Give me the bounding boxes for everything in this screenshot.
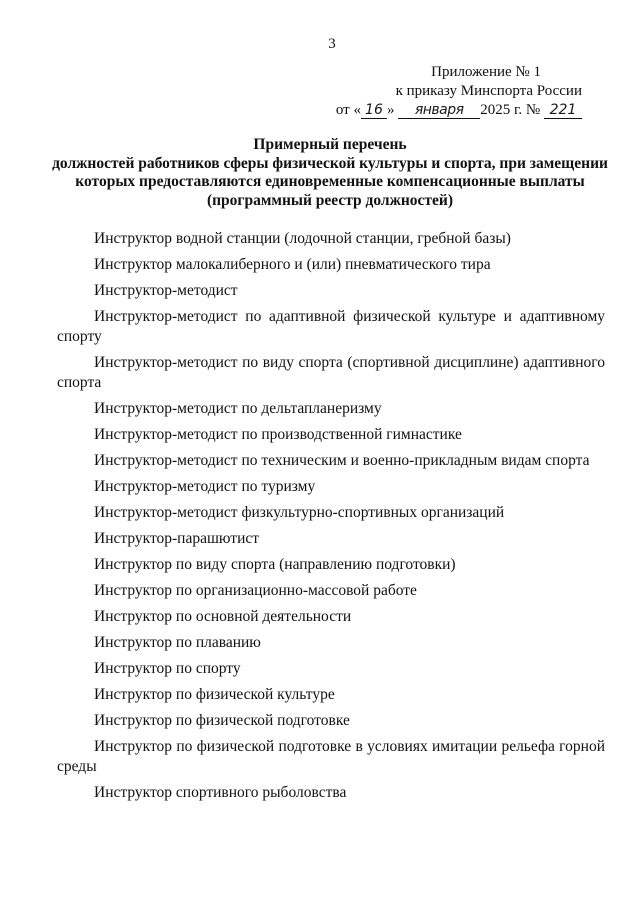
date-quote-close: »: [386, 102, 395, 118]
list-item: Инструктор по физической подготовке в условиях имитации рельефа горной среды: [57, 738, 605, 775]
handwritten-order-number: 221: [544, 102, 582, 119]
appendix-reference: [336, 63, 582, 120]
list-item: Инструктор-методист по техническим и военно-прикладным видам спорта: [94, 452, 590, 469]
list-item: Инструктор по виду спорта (направлению подготовки): [94, 556, 456, 573]
document-heading: [30, 136, 630, 210]
list-item: Инструктор по плаванию: [94, 634, 261, 651]
list-item: Инструктор-парашютист: [94, 530, 260, 547]
list-item: Инструктор по спорту: [94, 660, 241, 677]
handwritten-day: 16: [361, 102, 387, 119]
list-item: Инструктор спортивного рыболовства: [94, 784, 347, 801]
appendix-title: Приложение № 1: [431, 64, 541, 80]
heading-line-3: которых предоставляются единовременные компенсационные выплаты: [75, 173, 585, 190]
list-item: Инструктор-методист по адаптивной физической культуре и адаптивному спорту: [57, 308, 605, 345]
positions-list: [57, 229, 605, 809]
page-number: 3: [328, 36, 336, 52]
list-item: Инструктор малокалиберного и (или) пневматического тира: [94, 256, 491, 273]
list-item: Инструктор водной станции (лодочной станции, гребной базы): [94, 230, 511, 247]
heading-line-1: Примерный перечень: [253, 136, 407, 153]
list-item: Инструктор-методист по дельтапланеризму: [94, 400, 382, 417]
heading-line-4: (программный реестр должностей): [206, 191, 454, 209]
list-item: Инструктор по основной деятельности: [94, 608, 352, 625]
list-item: Инструктор по организационно-массовой работе: [94, 582, 417, 599]
heading-line-2: должностей работников сферы физической культуры и спорта, при замещении: [52, 154, 608, 172]
list-item: Инструктор-методист по виду спорта (спортивной дисциплине) адаптивного спорта: [57, 354, 605, 391]
date-year: 2025 г. №: [480, 102, 541, 118]
list-item: Инструктор-методист по производственной гимнастике: [94, 426, 462, 443]
list-item: Инструктор по физической культуре: [94, 686, 335, 703]
handwritten-month: января: [398, 102, 480, 119]
list-item: Инструктор-методист по туризму: [94, 478, 316, 495]
date-prefix: от «: [335, 102, 361, 118]
list-item: Инструктор-методист физкультурно-спортивных организаций: [94, 504, 505, 521]
list-item: Инструктор по физической подготовке: [94, 712, 350, 729]
list-item: Инструктор-методист: [94, 282, 238, 299]
appendix-date-line: [336, 101, 582, 120]
appendix-order-ref: к приказу Минспорта России: [395, 83, 582, 99]
